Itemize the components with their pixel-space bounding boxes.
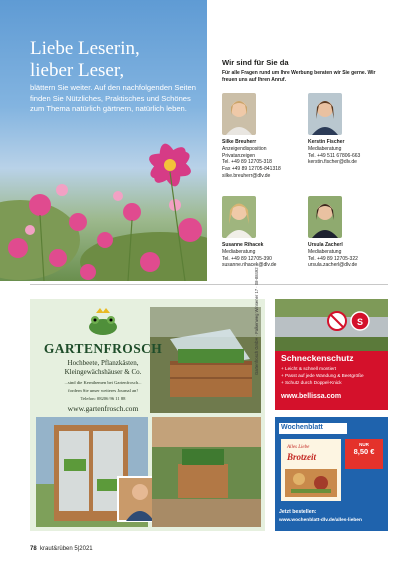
magazine-name: kraut&rüben (40, 546, 73, 552)
wochenblatt-logo: Wochenblatt (279, 423, 347, 434)
hero-title-line2: lieber Leser, (30, 60, 125, 81)
gartenfrosch-text-1: ...sind die Kernthemen bei Gartenfrosch... (64, 380, 142, 385)
ad-schneckenschutz[interactable] (275, 299, 388, 410)
issue-number: 5|2021 (74, 546, 93, 552)
person-name: Susanne Rihacek (222, 242, 264, 248)
contact-subheading: Für alle Fragen rund um Ihre Werbung beraten wir Sie gerne. Wir freuen uns auf Ihren Anruf. (222, 70, 376, 83)
gartenfrosch-ad-art (30, 299, 265, 531)
schneckenschutz-title: Schneckenschutz (281, 353, 354, 363)
snail-fence-photo (275, 299, 388, 351)
page-footer (30, 546, 93, 552)
svg-text:S: S (356, 317, 364, 327)
hero-panel (0, 0, 207, 281)
person-email[interactable]: kerstin.fischer@dlv.de (308, 159, 357, 166)
ad-gartenfrosch[interactable] (30, 299, 265, 531)
price-badge-prefix: NUR (359, 442, 369, 447)
schneckenschutz-url[interactable]: www.bellissa.com (281, 393, 342, 400)
ad-wochenblatt[interactable] (275, 417, 388, 531)
person-photo (222, 196, 256, 238)
person-phone[interactable]: Tel. +49 89 12705-390 (222, 255, 272, 262)
gartenfrosch-vertical-note: Gartenfrosch GmbH · Falkenweg Winsener 17 · 08-88492 (254, 267, 259, 375)
gartenfrosch-logo: GARTENFROSCH (43, 341, 163, 356)
hero-title (30, 38, 200, 82)
contact-person-breuherr (222, 93, 312, 180)
person-email[interactable]: silke.breuherr@dlv.de (222, 172, 271, 179)
gartenfrosch-url[interactable]: www.gartenfrosch.com (67, 404, 139, 413)
magazine-title-line1: Alles Liebe (287, 445, 310, 450)
person-role: Mediaberatung (222, 248, 256, 255)
wochenblatt-url[interactable]: www.wochenblatt-dlv.de/alles-lieben (279, 518, 362, 523)
section-divider (30, 284, 388, 285)
magazine-cover (281, 439, 341, 501)
person-email[interactable]: susanne.rihacek@dlv.de (222, 262, 277, 269)
contact-person-zacherl (308, 196, 398, 269)
page-number: 78 (30, 546, 37, 552)
person-fax: Fax +49 89 12705-841318 (222, 166, 281, 173)
price-badge (345, 439, 383, 469)
gartenfrosch-tagline-2: Kleingewächshäuser & Co. (64, 368, 142, 376)
person-photo (222, 93, 256, 135)
schneckenschutz-bullet: + Schutz durch Doppel-Knick (281, 380, 342, 385)
person-name: Ursula Zacherl (308, 242, 343, 248)
contact-heading: Wir sind für Sie da (222, 58, 289, 67)
schneckenschutz-bullet: + Leicht & schnell montiert (281, 366, 337, 371)
person-name: Kerstin Fischer (308, 139, 345, 145)
gartenfrosch-phone: Telefon: 08206 96 11 88 (80, 396, 126, 401)
person-email[interactable]: ursula.zacherl@dlv.de (308, 262, 358, 269)
person-name: Silke Breuherr (222, 139, 257, 145)
person-phone[interactable]: Tel. +49 89 12705-318 (222, 159, 272, 166)
person-role-secondary: Privatanzeigen (222, 152, 256, 159)
gartenfrosch-tagline-1: Hochbeete, Pflanzkästen, (67, 359, 139, 367)
person-phone[interactable]: Tel. +49 511 67806-663 (308, 152, 361, 159)
contact-person-rihacek (222, 196, 312, 269)
person-phone[interactable]: Tel. +49 89 12705-322 (308, 255, 358, 262)
price-value: 8,50 € (353, 447, 375, 456)
gartenfrosch-text-2: fordern Sie unser weiteres Journal an! (68, 388, 138, 393)
schneckenschutz-bullet: + Passt auf jede Wandung & Beetgröße (281, 373, 364, 378)
person-role: Mediaberatung (308, 248, 342, 255)
magazine-title-line2: Brotzeit (287, 452, 317, 462)
person-role: Anzeigendisposition (222, 145, 267, 152)
person-role: Mediaberatung (308, 145, 342, 152)
hero-title-line1: Liebe Leserin, (30, 38, 140, 59)
person-photo (308, 93, 342, 135)
person-photo (308, 196, 342, 238)
hero-intro: blättern Sie weiter. Auf den nachfolgenden Seiten finden Sie Nützliches, Praktisches und Schönes zum Thema natürlich gärtnern, natürlich leben. (30, 83, 196, 114)
order-label: Jetzt bestellen: (279, 509, 317, 515)
contact-person-fischer (308, 93, 398, 166)
